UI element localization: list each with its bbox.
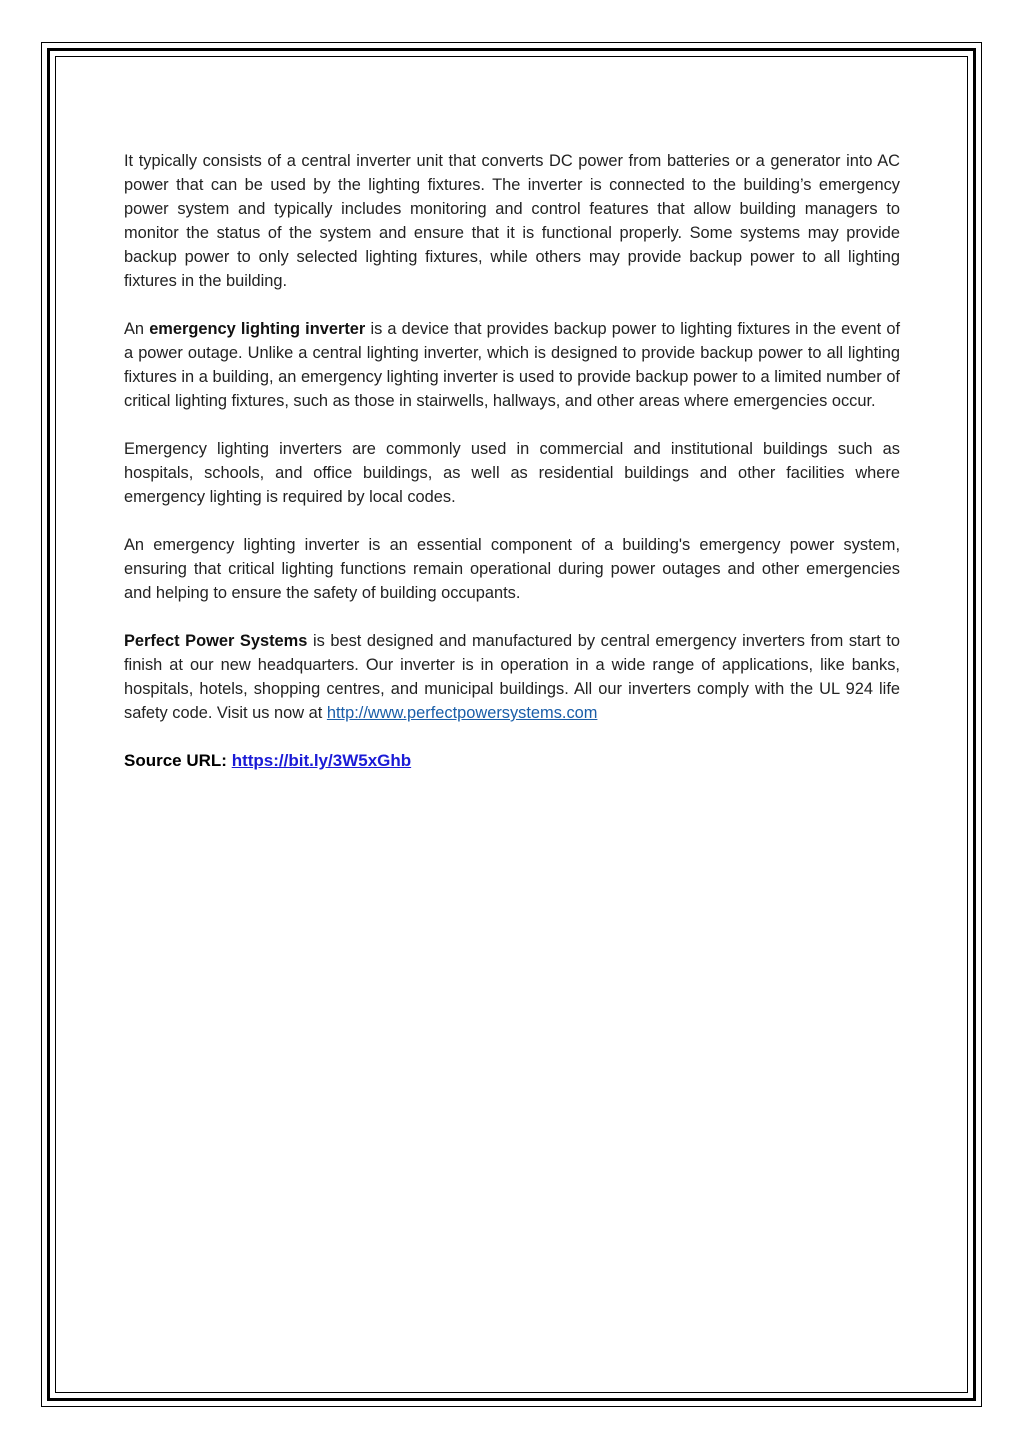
paragraph-2 xyxy=(124,317,900,413)
source-label: Source URL: xyxy=(124,751,232,770)
paragraph-3: Emergency lighting inverters are commonly used in commercial and institutional buildings such as hospitals, schools, and office buildings, as well as residential buildings and other facilities where emergency lighting is required by local codes. xyxy=(124,440,900,506)
paragraph-2-suffix: is a device that provides backup power to lighting fixtures in the event of a power outage. Unlike a central lighting inverter, which is designed to provide backup power to all lighting fixtures in a building, an emergency lighting inverter is used to provide backup power to a limited number of critical lighting fixtures, such as those in stairwells, hallways, and other areas where emergencies occur. xyxy=(124,320,901,410)
company-name: Perfect Power Systems xyxy=(124,632,308,650)
website-link[interactable]: http://www.perfectpowersystems.com xyxy=(326,704,598,722)
paragraph-1: It typically consists of a central inverter unit that converts DC power from batteries or a generator into AC power that can be used by the lighting fixtures. The inverter is connected to the building’s emergency power system and typically includes monitoring and control features that allow building managers to monitor the status of the system and ensure that it is functional properly. Some systems may provide backup power to only selected lighting fixtures, while others may provide backup power to all lighting fixtures in the building. xyxy=(124,152,900,290)
paragraph-2-prefix: An xyxy=(124,320,150,338)
paragraph-5-text: is best designed and manufactured by central emergency inverters from start to finish at our new headquarters. Our inverter is in operation in a wide range of applications, like banks, hospitals, hotels, shopping centres, and municipal buildings. All our inverters comply with the UL 924 life safety code. Visit us now at xyxy=(124,632,900,722)
source-line xyxy=(124,749,900,773)
source-url-link[interactable]: https://bit.ly/3W5xGhb xyxy=(231,751,412,770)
document-body xyxy=(124,149,900,797)
paragraph-5 xyxy=(124,629,900,725)
paragraph-2-bold: emergency lighting inverter xyxy=(149,320,366,338)
paragraph-4: An emergency lighting inverter is an essential component of a building's emergency power system, ensuring that critical lighting functions remain operational during power outages and other emergencies and helping to ensure the safety of building occupants. xyxy=(124,536,900,602)
